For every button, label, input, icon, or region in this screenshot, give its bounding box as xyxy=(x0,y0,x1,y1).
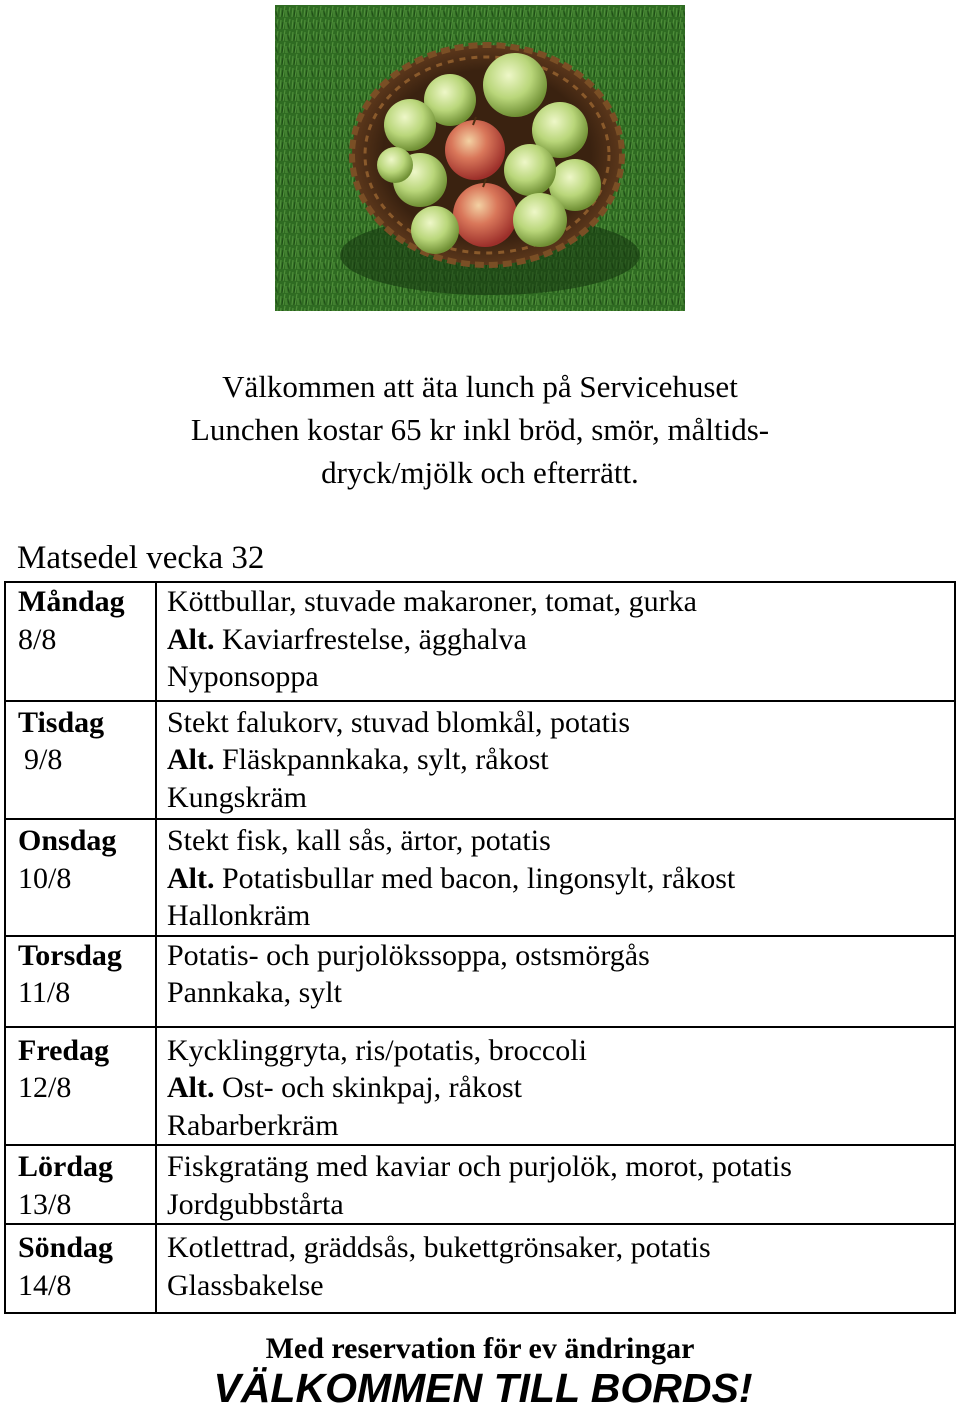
apple-basket-illustration xyxy=(275,5,685,311)
main-dish: Stekt falukorv, stuvad blomkål, potatis xyxy=(167,705,630,739)
reservation-note: Med reservation för ev ändringar xyxy=(265,1332,695,1365)
dishes-cell xyxy=(156,936,955,1027)
dishes-cell xyxy=(156,582,955,701)
intro-line-3: dryck/mjölk och efterrätt. xyxy=(321,455,639,490)
apple-basket-photo xyxy=(275,5,685,311)
day-date: 8/8 xyxy=(18,622,57,656)
dishes-cell xyxy=(156,1027,955,1146)
intro-line-2: Lunchen kostar 65 kr inkl bröd, smör, måltids- xyxy=(190,412,770,447)
alt-dish: Potatisbullar med bacon, lingonsylt, råkost xyxy=(222,861,736,895)
day-name: Lördag xyxy=(18,1150,114,1183)
menu-row-saturday xyxy=(5,1145,955,1224)
day-date: 11/8 xyxy=(18,976,71,1009)
menu-row-friday xyxy=(5,1027,955,1146)
menu-row-monday xyxy=(5,582,955,701)
dessert: Jordgubbstårta xyxy=(167,1187,344,1221)
dishes-cell xyxy=(156,1224,955,1313)
alt-dish-line xyxy=(167,1069,954,1107)
dessert: Glassbakelse xyxy=(167,1268,324,1302)
day-date: 10/8 xyxy=(18,861,72,895)
dessert: Rabarberkräm xyxy=(167,1108,339,1142)
day-cell xyxy=(5,1145,156,1224)
dishes-cell xyxy=(156,1145,955,1224)
alt-dish: Ost- och skinkpaj, råkost xyxy=(222,1071,522,1104)
day-cell xyxy=(5,936,156,1027)
day-date: 14/8 xyxy=(18,1268,72,1302)
weekly-menu-table xyxy=(4,581,956,1314)
dessert: Kungskräm xyxy=(167,780,307,814)
welcome-intro xyxy=(0,365,960,494)
main-dish: Fiskgratäng med kaviar och purjolök, morot, potatis xyxy=(167,1150,792,1183)
day-name: Måndag xyxy=(18,585,125,618)
alt-dish-line xyxy=(167,741,954,779)
menu-row-sunday xyxy=(5,1224,955,1313)
dessert: Nyponsoppa xyxy=(167,660,319,693)
main-dish: Kycklinggryta, ris/potatis, broccoli xyxy=(167,1033,587,1067)
day-cell xyxy=(5,1224,156,1313)
main-dish: Potatis- och purjolökssoppa, ostsmörgås xyxy=(167,938,650,972)
dishes-cell xyxy=(156,701,955,820)
dishes-cell xyxy=(156,819,955,936)
menu-title: Matsedel vecka 32 xyxy=(17,540,265,576)
day-name: Torsdag xyxy=(18,938,122,972)
main-dish: Stekt fisk, kall sås, ärtor, potatis xyxy=(167,824,551,857)
alt-dish: Kaviarfrestelse, ägghalva xyxy=(222,622,527,656)
day-name: Onsdag xyxy=(18,824,117,857)
dessert: Pannkaka, sylt xyxy=(167,976,342,1009)
day-name: Fredag xyxy=(18,1033,110,1067)
day-cell xyxy=(5,819,156,936)
day-cell xyxy=(5,582,156,701)
main-dish: Kotlettrad, gräddsås, bukettgrönsaker, potatis xyxy=(167,1231,711,1264)
dessert: Hallonkräm xyxy=(167,899,311,932)
day-cell xyxy=(5,1027,156,1146)
day-date: 9/8 xyxy=(24,743,63,776)
intro-line-1: Välkommen att äta lunch på Servicehuset xyxy=(222,369,738,404)
alt-dish: Fläskpannkaka, sylt, råkost xyxy=(222,743,549,776)
alt-label: Alt. xyxy=(167,743,215,776)
alt-dish-line xyxy=(167,860,954,898)
day-name: Tisdag xyxy=(18,705,105,739)
day-name: Söndag xyxy=(18,1231,114,1264)
alt-dish-line xyxy=(167,621,954,659)
alt-label: Alt. xyxy=(167,1071,215,1104)
menu-row-wednesday xyxy=(5,819,955,936)
day-date: 13/8 xyxy=(18,1187,72,1221)
alt-label: Alt. xyxy=(167,622,215,656)
welcome-banner: VÄLKOMMEN TILL BORDS! xyxy=(213,1365,753,1411)
menu-row-thursday xyxy=(5,936,955,1027)
day-date: 12/8 xyxy=(18,1071,72,1104)
main-dish: Köttbullar, stuvade makaroner, tomat, gurka xyxy=(167,585,697,618)
menu-row-tuesday xyxy=(5,701,955,820)
alt-label: Alt. xyxy=(167,861,215,895)
day-cell xyxy=(5,701,156,820)
